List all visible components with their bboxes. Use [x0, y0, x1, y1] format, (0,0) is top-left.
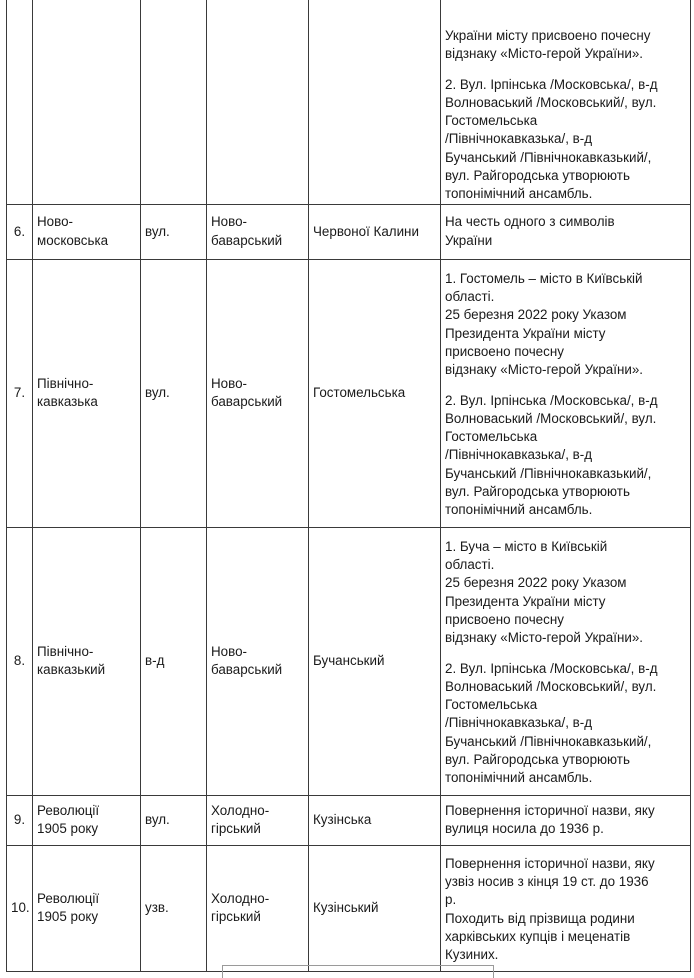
justification-paragraph — [445, 270, 686, 380]
district-line: Ново- — [211, 375, 247, 391]
justification-line: топонімічний ансамбль. — [445, 770, 593, 786]
justification-line: відзнаку «Місто-герой України». — [445, 630, 644, 646]
justification-line: топонімічний ансамбль. — [445, 502, 593, 518]
row-number: 7. — [7, 259, 33, 527]
district-cell — [207, 259, 309, 527]
old-name-cell — [33, 527, 141, 795]
justification-paragraph — [445, 213, 686, 250]
district-cell — [207, 527, 309, 795]
old-name-line: 1905 року — [37, 821, 99, 837]
justification-line: Бучанський /Північнокавказький/, — [445, 733, 652, 749]
justification-line: Президента України місту — [445, 593, 606, 609]
justification-line: вул. Райгородська утворюють — [445, 752, 630, 767]
table-row — [7, 259, 691, 527]
old-name-line: Революції — [37, 890, 100, 906]
old-name-line: 1905 року — [37, 909, 99, 925]
object-type-cell: узв. — [141, 845, 207, 971]
new-name-cell — [309, 0, 441, 204]
district-line: баварський — [211, 232, 283, 248]
old-name-line: Революції — [37, 802, 100, 818]
justification-line: Гостомельська — [445, 429, 538, 445]
table-row — [7, 795, 691, 845]
justification-line: Бучанський /Північнокавказький/, — [445, 149, 652, 165]
justification-cell — [441, 0, 691, 204]
justification-line: Волноваський /Московський/, вул. — [445, 94, 657, 110]
district-line: Ново- — [211, 643, 247, 659]
district-line: гірський — [211, 909, 261, 925]
justification-line: області. — [445, 289, 495, 305]
justification-line: узвіз носив з кінця 19 ст. до 1936 — [445, 874, 649, 890]
table-row — [7, 204, 691, 259]
justification-line: Гостомельська — [445, 113, 538, 129]
justification-line: /Північнокавказька/, в-д — [445, 715, 593, 731]
justification-line: присвоено почесну — [445, 343, 564, 359]
new-name-cell: Кузінський — [309, 845, 441, 971]
district-line: баварський — [211, 394, 283, 410]
justification-line: 25 березня 2022 року Указом — [445, 575, 627, 591]
district-line: Холодно- — [211, 890, 270, 906]
new-name-cell: Гостомельська — [309, 259, 441, 527]
justification-cell — [441, 259, 691, 527]
justification-line: вулиця носила до 1936 р. — [445, 821, 604, 837]
justification-line: Президента України місту — [445, 325, 606, 341]
justification-line: України — [445, 232, 493, 248]
justification-paragraph — [445, 76, 686, 204]
justification-line: відзнаку «Місто-герой України». — [445, 362, 644, 378]
justification-cell — [441, 795, 691, 845]
old-name-cell — [33, 845, 141, 971]
old-name-line: Північно- — [37, 375, 94, 391]
table-row — [7, 0, 691, 204]
table-row — [7, 845, 691, 971]
justification-paragraph — [445, 855, 686, 965]
district-line: гірський — [211, 821, 261, 837]
justification-paragraph — [445, 538, 686, 648]
justification-paragraph — [445, 802, 686, 839]
justification-line: На честь одного з символів — [445, 214, 615, 230]
justification-line: області. — [445, 557, 495, 573]
justification-line: 25 березня 2022 року Указом — [445, 307, 627, 323]
row-number: 10. — [7, 845, 33, 971]
justification-line: /Північнокавказька/, в-д — [445, 447, 593, 463]
old-name-line: Ново- — [37, 214, 73, 230]
justification-line: вул. Райгородська утворюють — [445, 168, 630, 184]
justification-line: Бучанський /Північнокавказький/, — [445, 465, 652, 481]
justification-line: 1. Гостомель – місто в Київській — [445, 270, 643, 286]
justification-line: відзнаку «Місто-герой України». — [445, 46, 644, 62]
streets-renaming-table — [6, 0, 691, 972]
object-type-cell: вул. — [141, 259, 207, 527]
justification-line: р. — [445, 892, 457, 908]
district-cell — [207, 845, 309, 971]
old-name-line: Північно- — [37, 643, 94, 659]
row-number: 9. — [7, 795, 33, 845]
justification-line: Волноваський /Московський/, вул. — [445, 410, 657, 426]
justification-line: Гостомельська — [445, 697, 538, 713]
justification-line: 2. Вул. Ірпінська /Московська/, в-д — [445, 660, 658, 676]
object-type-cell — [141, 0, 207, 204]
justification-line: Повернення історичної назви, яку — [445, 855, 655, 871]
justification-line: топонімічний ансамбль. — [445, 186, 593, 202]
justification-cell — [441, 204, 691, 259]
next-page-table-edge — [222, 965, 494, 978]
justification-line: вул. Райгородська утворюють — [445, 484, 630, 499]
table-row — [7, 527, 691, 795]
row-number — [7, 0, 33, 204]
justification-line: Кузиних. — [445, 947, 499, 963]
justification-line: України місту присвоено почесну — [445, 28, 651, 43]
old-name-cell — [33, 204, 141, 259]
old-name-cell — [33, 259, 141, 527]
justification-line: харківських купців і меценатів — [445, 928, 631, 944]
row-number: 8. — [7, 527, 33, 795]
object-type-cell: в-д — [141, 527, 207, 795]
district-cell — [207, 0, 309, 204]
old-name-line: кавказька — [37, 394, 98, 410]
justification-line: 2. Вул. Ірпінська /Московська/, в-д — [445, 76, 658, 92]
old-name-line: кавказький — [37, 662, 106, 678]
justification-line: 1. Буча – місто в Київській — [445, 538, 608, 554]
justification-paragraph — [445, 27, 686, 64]
row-number: 6. — [7, 204, 33, 259]
district-cell — [207, 204, 309, 259]
justification-line: Волноваський /Московський/, вул. — [445, 678, 657, 694]
old-name-cell — [33, 795, 141, 845]
old-name-cell — [33, 0, 141, 204]
justification-cell — [441, 527, 691, 795]
district-line: Холодно- — [211, 802, 270, 818]
justification-cell — [441, 845, 691, 971]
old-name-line: московська — [37, 232, 109, 248]
new-name-cell: Кузінська — [309, 795, 441, 845]
justification-line: /Північнокавказька/, в-д — [445, 131, 593, 147]
table-body — [7, 0, 691, 971]
district-cell — [207, 795, 309, 845]
justification-line: присвоено почесну — [445, 611, 564, 627]
district-line: баварський — [211, 662, 283, 678]
justification-line: 2. Вул. Ірпінська /Московська/, в-д — [445, 392, 658, 408]
justification-line: Повернення історичної назви, яку — [445, 802, 655, 818]
object-type-cell: вул. — [141, 795, 207, 845]
justification-line: Походить від прізвища родини — [445, 910, 635, 926]
new-name-cell: Червоної Калини — [309, 204, 441, 259]
object-type-cell: вул. — [141, 204, 207, 259]
new-name-cell: Бучанський — [309, 527, 441, 795]
justification-paragraph — [445, 660, 686, 788]
district-line: Ново- — [211, 214, 247, 230]
justification-paragraph — [445, 392, 686, 520]
